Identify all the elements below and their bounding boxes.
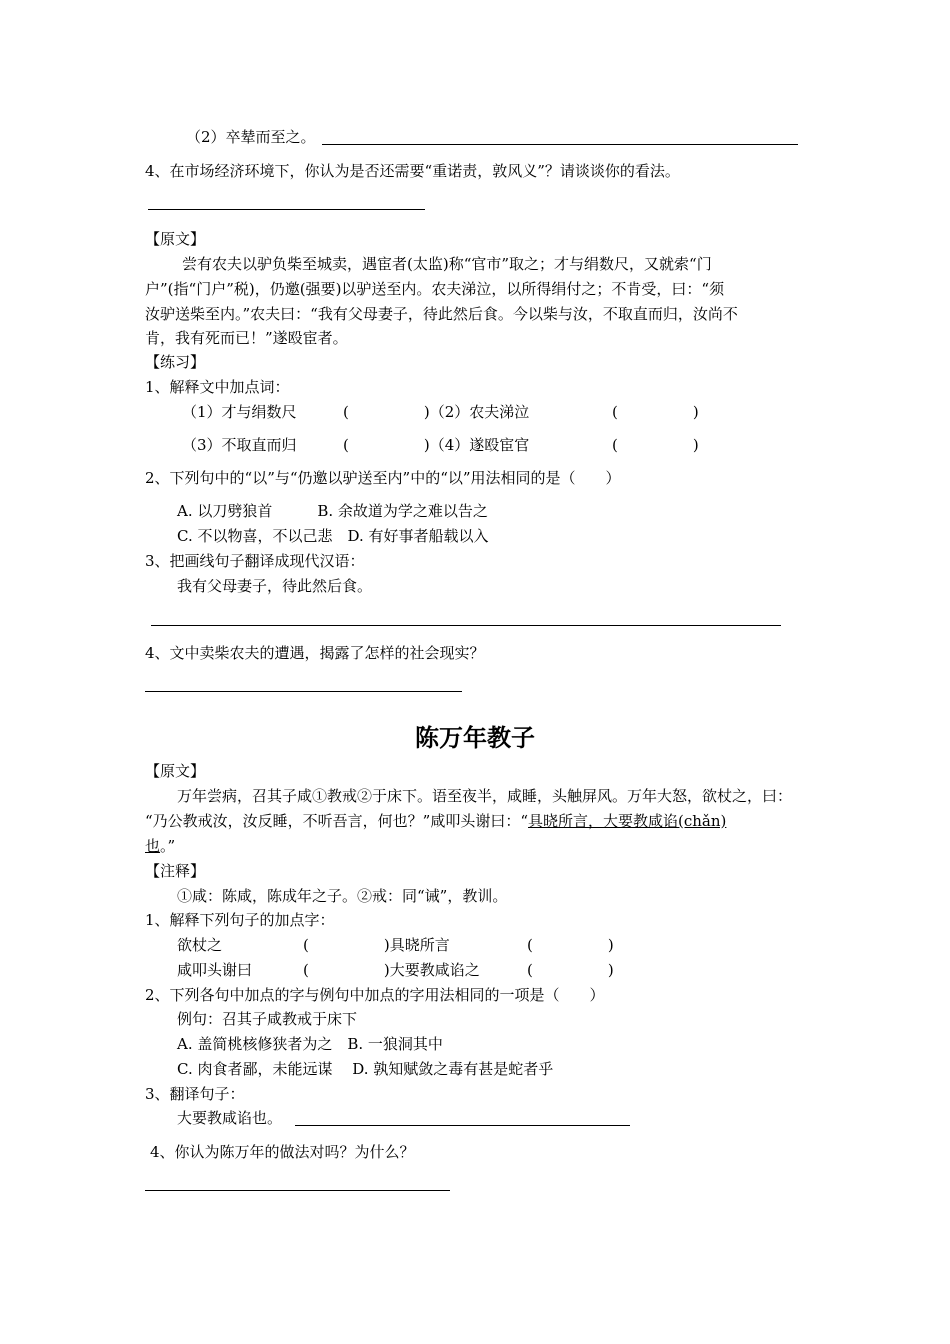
section-header: 【练习】 [145,353,206,371]
vocab-item: ( )具晓所言 [303,936,450,954]
question-text: 4、在市场经济环境下，你认为是否还需要“重诺责，敦风义”？请谈谈你的看法。 [145,162,680,180]
vocab-blank: ( ) [527,936,614,954]
question-text: 1、解释下列句子的加点字： [145,911,335,929]
vocab-item: ( )（4）遂殴宦官 [343,436,530,454]
question-text: 4、你认为陈万年的做法对吗？为什么？ [150,1143,415,1161]
question-text: （2）卒辇而至之。 [186,128,316,146]
annotation-text: ①咸：陈咸，陈成年之子。②戒：同“诫”，教训。 [177,887,508,905]
underlined-sentence: 也 [145,837,161,855]
vocab-item: ( )（2）农夫涕泣 [343,403,530,421]
passage-line [145,836,175,856]
passage-line: 万年尝病，召其子咸①教戒②于床下。语至夜半，咸睡，头触屏风。万年大怒，欲杖之，曰： [177,787,793,805]
vocab-blank: ( ) [612,403,699,421]
example-sentence: 例句：召其子咸教戒于床下 [177,1010,358,1028]
passage-text: 。” [160,837,176,855]
question-text: 3、把画线句子翻译成现代汉语： [145,552,365,570]
answer-line[interactable] [145,691,462,692]
option-line: A. 以刀劈狼首 B. 余故道为学之难以告之 [177,502,488,520]
passage-line: 户”(指“门户”税)，仍邀(强要)以驴送至内。农夫涕泣，以所得绢付之；不肯受，曰：“须 [145,280,725,298]
translate-sentence: 大要教咸谄也。 [177,1109,283,1127]
vocab-blank: ( ) [612,436,699,454]
vocab-item: （3）不取直而归 [182,436,297,454]
answer-line[interactable] [145,1190,450,1191]
section-header: 【原文】 [145,762,206,780]
option-line: C. 肉食者鄙，未能远谋 D. 孰知赋敛之毒有甚是蛇者乎 [177,1060,554,1078]
question-text: 2、下列各句中加点的字与例句中加点的字用法相同的一项是（ ） [145,986,605,1004]
section-title: 陈万年教子 [415,724,535,752]
question-text: 2、下列句中的“以”与“仍邀以驴送至内”中的“以”用法相同的是（ ） [145,469,621,487]
section-header: 【注释】 [145,862,206,880]
passage-line: 尝有农夫以驴负柴至城卖，遇宦者(太监)称“官市”取之；才与绢数尺，又就索“门 [182,255,712,273]
translate-sentence: 我有父母妻子，待此然后食。 [177,577,373,595]
option-line: A. 盖简桃核修狭者为之 B. 一狼洞其中 [177,1035,443,1053]
option-line: C. 不以物喜，不以己悲 D. 有好事者船载以入 [177,527,489,545]
answer-line[interactable] [322,144,798,145]
vocab-blank: ( ) [527,961,614,979]
passage-line [145,811,726,831]
answer-line[interactable] [295,1125,630,1126]
vocab-item: ( )大要教咸谄之 [303,961,480,979]
question-text: 3、翻译句子： [145,1085,245,1103]
answer-line[interactable] [148,209,425,210]
section-header: 【原文】 [145,230,206,248]
passage-text: “乃公教戒汝，汝反睡，不听吾言，何也？”咸叩头谢曰：“ [145,812,529,830]
answer-line[interactable] [151,625,781,626]
vocab-item: 咸叩头谢曰 [177,961,253,979]
underlined-sentence: 具晓所言，大要教咸谄(chǎn) [528,812,727,830]
passage-line: 肯，我有死而已！”遂殴宦者。 [145,329,348,347]
question-text: 1、解释文中加点词： [145,378,290,396]
vocab-item: 欲杖之 [177,936,223,954]
vocab-item: （1）才与绢数尺 [182,403,297,421]
question-text: 4、文中卖柴农夫的遭遇，揭露了怎样的社会现实？ [145,644,485,662]
passage-line: 汝驴送柴至内。”农夫曰：“我有父母妻子，待此然后食。今以柴与汝，不取直而归，汝尚不 [145,305,738,323]
